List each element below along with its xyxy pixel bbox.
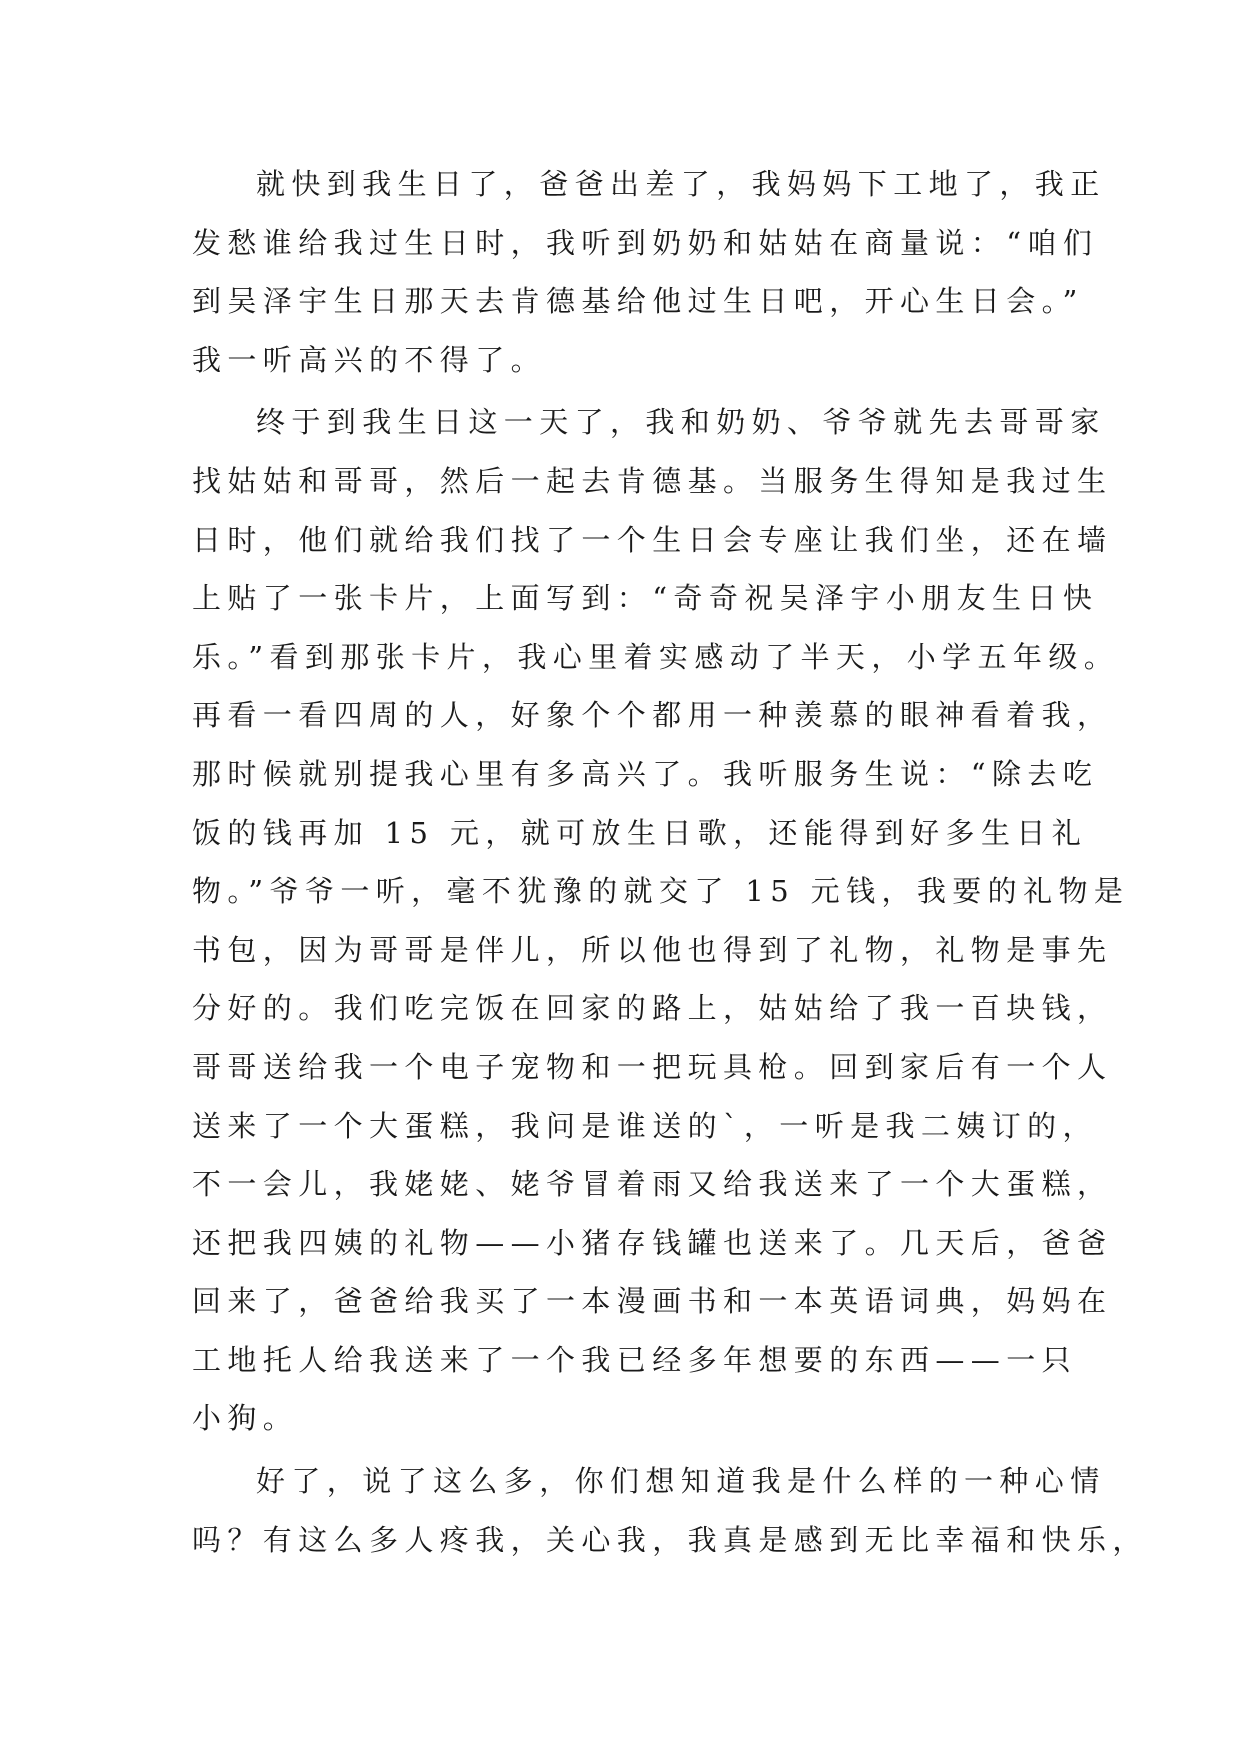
paragraph-1 [192, 155, 1106, 389]
text-line: 日时，他们就给我们找了一个生日会专座让我们坐，还在墙 [192, 522, 1113, 557]
text-line: 发愁谁给我过生日时，我听到奶奶和姑姑在商量说：“咱们 [192, 225, 1099, 260]
text-line: 那时候就别提我心里有多高兴了。我听服务生说：“除去吃 [192, 756, 1099, 791]
text-line: 饭的钱再加 15 元，就可放生日歌，还能得到好多生日礼 [192, 815, 1088, 850]
text-line: 送来了一个大蛋糕，我问是谁送的`，一听是我二姨订的， [192, 1108, 1098, 1143]
text-line: 再看一看四周的人，好象个个都用一种羡慕的眼神看着我， [192, 698, 1113, 733]
text-line: 找姑姑和哥哥，然后一起去肯德基。当服务生得知是我过生 [192, 463, 1113, 498]
text-line: 终于到我生日这一天了，我和奶奶、爷爷就先去哥哥家 [256, 405, 1106, 440]
paragraph-3 [192, 1452, 1148, 1569]
text-line: 分好的。我们吃完饭在回家的路上，姑姑给了我一百块钱， [192, 991, 1113, 1026]
text-line: 小狗。 [192, 1401, 299, 1436]
text-line: 乐。”看到那张卡片，我心里着实感动了半天，小学五年级。 [192, 639, 1120, 674]
text-line: 还把我四姨的礼物——小猪存钱罐也送来了。几天后，爸爸 [192, 1225, 1113, 1260]
text-line: 哥哥送给我一个电子宠物和一把玩具枪。回到家后有一个人 [192, 1049, 1113, 1084]
text-line: 到吴泽宇生日那天去肯德基给他过生日吧，开心生日会。” [192, 284, 1084, 319]
article-body [192, 155, 1148, 1573]
text-line: 工地托人给我送来了一个我已经多年想要的东西——一只 [192, 1342, 1078, 1377]
text-line: 上贴了一张卡片，上面写到：“奇奇祝吴泽宇小朋友生日快 [192, 581, 1099, 616]
text-line: 吗？有这么多人疼我，关心我，我真是感到无比幸福和快乐， [192, 1522, 1148, 1557]
text-line: 书包，因为哥哥是伴儿，所以他也得到了礼物，礼物是事先 [192, 932, 1113, 967]
text-line: 不一会儿，我姥姥、姥爷冒着雨又给我送来了一个大蛋糕， [192, 1167, 1113, 1202]
paragraph-2 [192, 393, 1130, 1448]
text-line: 好了，说了这么多，你们想知道我是什么样的一种心情 [256, 1464, 1106, 1499]
text-line: 就快到我生日了，爸爸出差了，我妈妈下工地了，我正 [256, 167, 1106, 201]
text-line: 我一听高兴的不得了。 [192, 342, 547, 377]
text-line: 回来了，爸爸给我买了一本漫画书和一本英语词典，妈妈在 [192, 1284, 1113, 1319]
text-line: 物。”爷爷一听，毫不犹豫的就交了 15 元钱，我要的礼物是 [192, 874, 1130, 909]
